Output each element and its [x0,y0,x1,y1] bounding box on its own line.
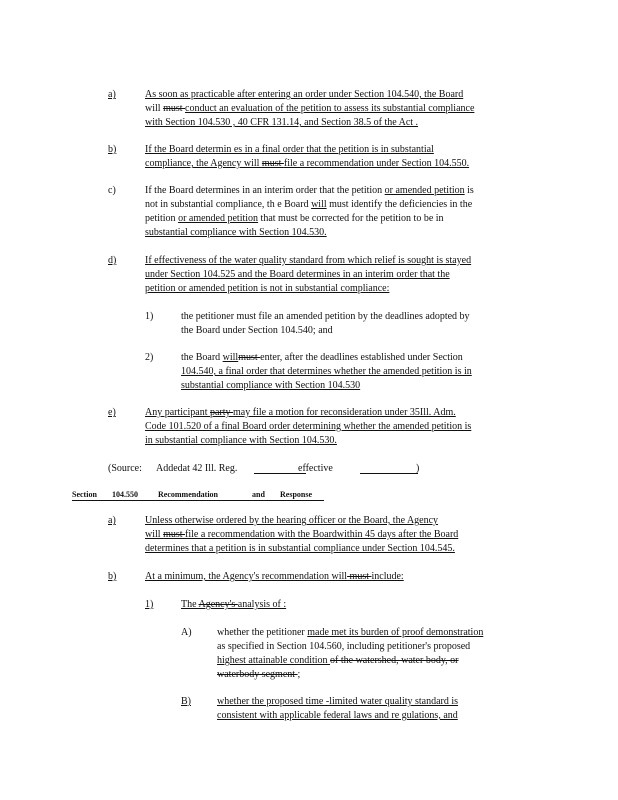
label-d2: 2) [145,352,154,363]
item-2a-line2 [145,528,530,542]
label-c: c) [108,185,116,196]
sub-A-line4 [217,668,517,682]
t: is not in substantial compliance: [258,283,390,294]
struck-must: must [261,158,284,169]
struck-must: must [163,103,186,114]
sub-d2-line2: 104.540, a final order that determines whether the amended petition is in [181,366,472,377]
item-a-line3: with Section 104.530 , 40 CFR 131.14, and Section 38.5 of the Act . [145,117,419,128]
sub-A [217,626,517,682]
item-2b-line1 [145,570,540,584]
sub-d1 [181,310,526,338]
item-2a-line1: Unless otherwise ordered by the hearing officer or the Board, the Agency [145,515,439,526]
section-heading [72,488,324,501]
item-c-line4: substantial compliance with Section 104.530. [145,227,327,238]
item-c [145,184,540,240]
t: petition [145,213,179,224]
item-d-label [108,254,116,268]
sub-B-line2: consistent with applicable federal laws and re gulations, and [217,710,458,721]
item-e-line2: Code 101.520 of a final Board order determining whether the amended petition is [145,421,472,432]
label-d1: 1) [145,311,154,322]
t: the Board [181,352,223,363]
label-b: b) [108,144,117,155]
t: file a recommendation with the Boardwithin 45 days after the Board [185,529,459,540]
item-c-line1 [145,184,540,198]
label-d: d) [108,255,117,266]
item-e-label [108,406,116,420]
t: petition or amended petition [145,283,259,294]
sub-d1-line1: the petitioner must file an amended petition by the deadlines adopted by [181,311,470,322]
label-2a: a) [108,515,116,526]
item-2b-label [108,570,116,584]
struck-text: of the watershed, water body, or [330,655,459,666]
sub-A-line1 [217,626,517,640]
t: The [181,599,199,610]
item-2a [145,514,530,556]
item-b-line2 [145,157,530,171]
item-a-text-underlined: conduct an evaluation of the petition to assess its substantial compliance [185,103,475,114]
source-register: Addedat 42 Ill. Reg. [156,463,238,474]
item-a [145,88,530,130]
sub-A-line2: as specified in Section 104.560, including petitioner's proposed [217,641,471,652]
source-close: ) [416,463,420,474]
label-2b: b) [108,571,117,582]
t: whether the petitioner [217,627,308,638]
item-d-line2: under Section 104.525 and the Board determines in an interim order that the [145,269,450,280]
t: not in substantial compliance, th e Board [145,199,312,210]
label-B: B) [181,696,191,707]
source-effective: effective [298,463,333,474]
t: will [145,529,164,540]
sub-d1-line2: the Board under Section 104.540; and [181,325,333,336]
item-2a-line3: determines that a petition is in substantial compliance under Section 104.545. [145,543,455,554]
item-b [145,143,530,171]
sub-d2 [181,351,536,393]
inserted-text: will [222,352,239,363]
inserted-text: or amended petition [384,185,465,196]
label-e: e) [108,407,116,418]
item-b-text2: file a recommendation under Section 104.550. [283,158,470,169]
item-d-line3 [145,282,540,296]
struck-text: waterbody segment [217,669,298,680]
sub-B-label [181,695,191,709]
t: If the Board determines in an interim order that the petition [145,185,385,196]
t: enter, after the deadlines established under Section [260,352,463,363]
sub-d2-line1 [181,351,536,365]
struck-must: must [163,529,186,540]
inserted-text: will [331,571,348,582]
heading-title-2: and [252,490,265,499]
sub-2-label [145,351,153,365]
item-b-text: compliance, the Agency will [145,158,262,169]
item-d-line1: If effectiveness of the water quality standard from which relief is sought is stayed [145,255,472,266]
item-b-label [108,143,116,157]
sub-2b1 [181,598,481,612]
t: must identify the deficiencies in the [326,199,473,210]
t: that must be corrected for the petition to be in [258,213,444,224]
item-b-line1: If the Board determin es in a final order that the petition is in substantial [145,144,434,155]
item-2b [145,570,540,584]
label-A: A) [181,627,192,638]
source-label: (Source: [108,463,142,474]
item-2a-label [108,514,116,528]
heading-title-1: Recommendation [158,490,218,499]
inserted-text: or amended petition [178,213,259,224]
item-c-line2 [145,198,540,212]
sub-B [217,695,507,723]
struck-must: must [238,352,261,363]
item-a-label [108,88,116,102]
t: analysis of : [237,599,287,610]
item-d [145,254,540,296]
struck-must: must [347,571,372,582]
t: may file a motion for reconsideration under 35Ill. Adm. [233,407,456,418]
sub-d2-line3: substantial compliance with Section 104.530 [181,380,361,391]
struck-party: party [209,407,234,418]
heading-number: 104.550 [112,490,138,499]
inserted-text: will [311,199,327,210]
t: Any participant [145,407,210,418]
sub-A-label [181,626,192,640]
heading-title-3: Response [280,490,313,499]
item-a-text: will [145,103,164,114]
item-c-line3 [145,212,540,226]
item-e [145,406,540,448]
t: include: [371,571,404,582]
item-c-label [108,184,116,198]
label-2b1: 1) [145,599,154,610]
struck-agencys: Agency's [198,599,238,610]
sub-2b1-line1 [181,598,481,612]
sub-1-label [145,310,153,324]
heading-section: Section [72,490,97,499]
inserted-text: made met its burden of proof demonstration [307,627,484,638]
sub-A-line3 [217,654,517,668]
sub-B-line1: whether the proposed time -limited water quality standard is [217,696,459,707]
inserted-text: highest attainable condition [217,655,331,666]
t: ; [297,669,301,680]
t: At a minimum, the Agency's recommendation [145,571,332,582]
item-a-line2 [145,102,530,116]
sub-2b1-label [145,598,153,612]
item-a-line1: As soon as practicable after entering an order under Section 104.540, the Board [145,89,464,100]
item-e-line3: in substantial compliance with Section 104.530. [145,435,337,446]
source-note [108,462,428,476]
t: is [464,185,474,196]
label-a: a) [108,89,116,100]
item-e-line1 [145,406,540,420]
blank-effective [360,473,418,474]
